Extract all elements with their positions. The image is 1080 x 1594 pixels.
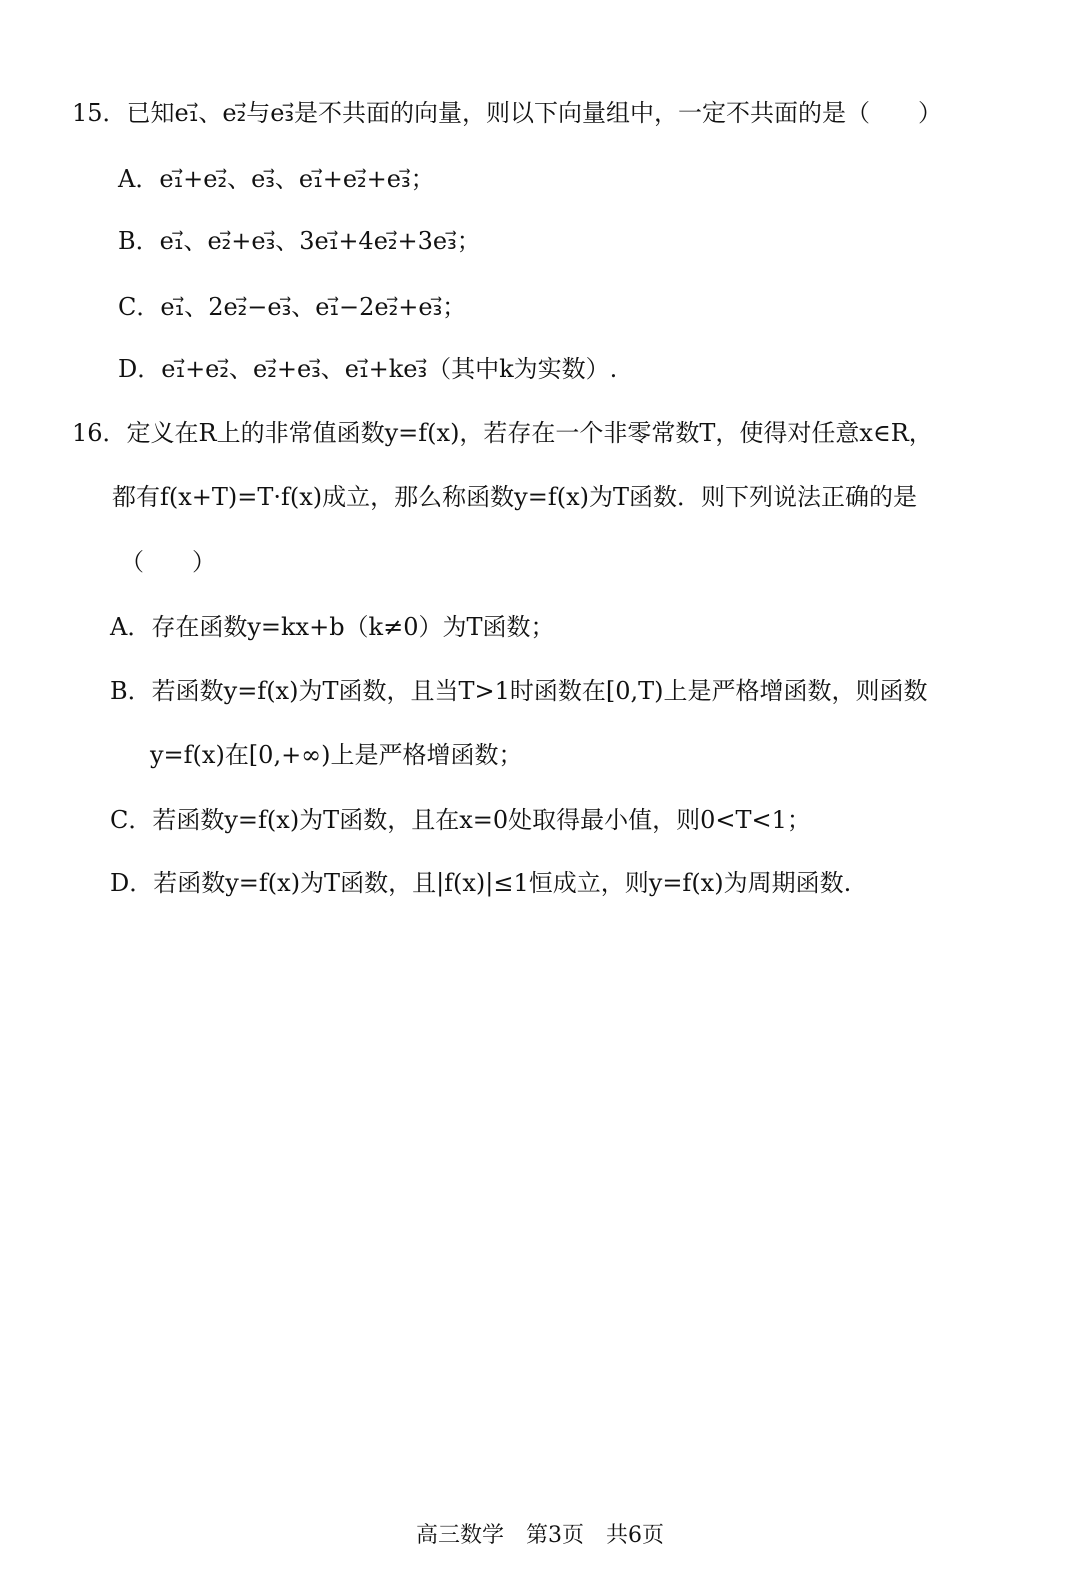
page-footer: 高三数学 第3页 共6页 bbox=[416, 1523, 664, 1548]
option-label: D． bbox=[110, 869, 154, 897]
question-15-option-c bbox=[118, 290, 466, 324]
question-15-text: 已知e₁⃗、e₂⃗与e₃⃗是不共面的向量，则以下向量组中，一定不共面的是（ ） bbox=[126, 99, 943, 127]
option-label: B． bbox=[110, 677, 152, 705]
question-16-option-b-continued: y=f(x)在[0,+∞)上是严格增函数； bbox=[150, 741, 523, 769]
option-label: C． bbox=[110, 806, 153, 834]
option-text: e₁⃗、e₂⃗+e₃⃗、3e₁⃗+4e₂⃗+3e₃⃗； bbox=[159, 227, 481, 255]
question-16-stem-line-2: 都有f(x+T)=T·f(x)成立，那么称函数y=f(x)为T函数．则下列说法正确的是 bbox=[112, 483, 917, 511]
option-text: e₁⃗、2e₂⃗−e₃⃗、e₁⃗−2e₂⃗+e₃⃗； bbox=[160, 293, 467, 321]
option-text: 存在函数y=kx+b（k≠0）为T函数； bbox=[151, 613, 555, 641]
option-label: D． bbox=[118, 355, 162, 383]
option-label: B． bbox=[118, 227, 160, 255]
question-16-option-b bbox=[110, 674, 927, 708]
option-text: e₁⃗+e₂⃗、e₃⃗、e₁⃗+e₂⃗+e₃⃗； bbox=[159, 165, 435, 193]
option-text: 若函数y=f(x)为T函数，且在x=0处取得最小值，则0<T<1； bbox=[152, 806, 811, 834]
question-16-option-a bbox=[110, 610, 555, 644]
question-16-stem-line-1 bbox=[72, 416, 933, 450]
question-15-number: 15． bbox=[72, 99, 127, 127]
question-16-option-c bbox=[110, 803, 811, 837]
question-16-text-1: 定义在R上的非常值函数y=f(x)，若存在一个非零常数T，使得对任意x∈R， bbox=[126, 419, 933, 447]
question-16-number: 16． bbox=[72, 419, 127, 447]
option-label: A． bbox=[118, 165, 160, 193]
question-16-option-d bbox=[110, 866, 851, 900]
question-15-stem bbox=[72, 96, 942, 130]
question-15-option-a bbox=[118, 162, 435, 196]
option-text: e₁⃗+e₂⃗、e₂⃗+e₃⃗、e₁⃗+ke₃⃗（其中k为实数）. bbox=[161, 355, 618, 383]
option-text: 若函数y=f(x)为T函数，且当T>1时函数在[0,T)上是严格增函数，则函数 bbox=[151, 677, 928, 705]
question-15-option-d bbox=[118, 352, 617, 386]
answer-parentheses: （ ） bbox=[120, 548, 216, 576]
question-15-option-b bbox=[118, 224, 481, 258]
option-text: 若函数y=f(x)为T函数，且|f(x)|≤1恒成立，则y=f(x)为周期函数. bbox=[153, 869, 852, 897]
option-label: A． bbox=[110, 613, 152, 641]
option-label: C． bbox=[118, 293, 161, 321]
